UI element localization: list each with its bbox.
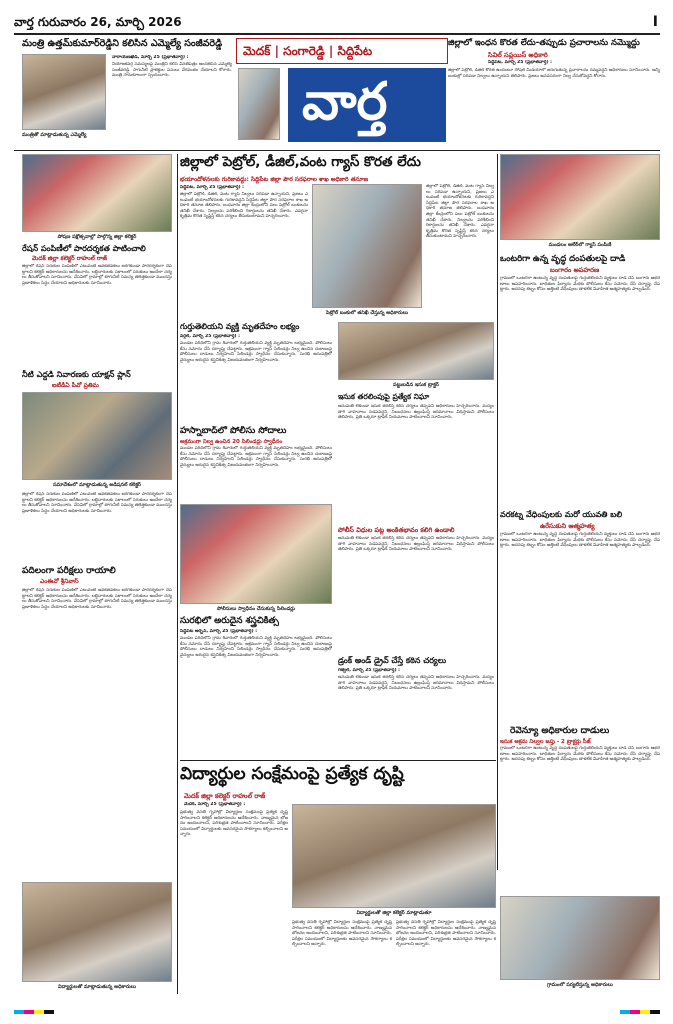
left-sub-3: ఐటీడీఏ పీవో ప్రతిమ [52,382,99,389]
edition-banner [236,38,448,64]
mid-body-2: మండల పరిధిలోని గ్రామ శివారులో గుర్తుతెలియని వ్యక్తి మృతదేహం లభ్యమైంది. పోలీసులు కేసు నమోదు చేసి దర్యాప్తు చేపట్టారు. అక్రమంగా గ్యాస్ సిలిండర్లు నిల్వ ఉంచిన దుకాణంపై పోలీసులు దాడులు నిర్వహించి సిలిండర్లు స్వాధీనం చేసుకున్నారు. సురభి ఆసుపత్రిలో వైద్యులు అరుదైన శస్త్రచికిత్స విజయవంతంగా నిర్వహించారు. [180,446,332,468]
divider-h2 [180,760,496,761]
rm-photo [338,322,494,380]
photo-caption: మంత్రితో మాట్లాడుతున్న ఎమ్మెల్యే [22,132,87,138]
footer-color-bar [14,1008,660,1016]
bottom-body-2: ప్రభుత్వ వసతి గృహాల్లో విద్యార్థుల సంక్షేమంపై ప్రత్యేక దృష్టి సారించాలని కలెక్టర్ అధికారులను ఆదేశించారు. నాణ్యమైన భోజనం అందించాలని, పరిశుభ్రత పాటించాలని సూచించారు. పరీక్షల సమయంలో విద్యార్థులకు అవసరమైన సౌకర్యాలు కల్పించాలని అన్నారు. [292,920,392,948]
fr-photo-1-caption: మండలం ఆలేర్‌లో గ్యాస్ పంపిణీ [548,242,612,248]
fr-photo-2 [500,896,660,980]
dateline: నారాయణఖేడ్, మార్చి 25 (ప్రభాతవార్త) : [112,55,189,60]
mid-headline-2: గుర్తుతెలియని వ్యక్తి మృతదేహం లభ్యం [180,322,300,331]
masthead [236,38,448,144]
bottom-photo [292,804,496,908]
bottom-dateline: మెదక్, మార్చి 25 (ప్రభాతవార్త) : [184,802,246,807]
fr-body-2: గ్రామంలో ఒంటరిగా ఉంటున్న వృద్ధ దంపతులపై గుర్తుతెలియని వ్యక్తులు దాడి చేసి బంగారు ఆభరణాలు అపహరించారు. బాధితుల ఫిర్యాదు మేరకు పోలీసులు కేసు నమోదు చేసి దర్యాప్తు చేపట్టారు. అదనపు కట్నం కోసం అత్తింటి వేధింపులు తాళలేక వివాహిత ఆత్మహత్యకు పాల్పడింది. [500,532,660,549]
mid-body-3: మండల పరిధిలోని గ్రామ శివారులో గుర్తుతెలియని వ్యక్తి మృతదేహం లభ్యమైంది. పోలీసులు కేసు నమోదు చేసి దర్యాప్తు చేపట్టారు. అక్రమంగా గ్యాస్ సిలిండర్లు నిల్వ ఉంచిన దుకాణంపై పోలీసులు దాడులు నిర్వహించి సిలిండర్లు స్వాధీనం చేసుకున్నారు. సురభి ఆసుపత్రిలో వైద్యులు అరుదైన శస్త్రచికిత్స విజయవంతంగా నిర్వహించారు. [180,636,332,658]
logo-text: వార్త [302,72,388,132]
left-body-3: జిల్లాలో రేషన్ సరుకుల పంపిణీలో ఎటువంటి అవకతవకలు జరగకుండా పారదర్శకంగా చేపట్టాలని కలెక్టర్ అధికారులను ఆదేశించారు. లబ్ధిదారులకు సకాలంలో సరుకులు అందేలా చర్యలు తీసుకోవాలని సూచించారు. వేసవిలో గ్రామాల్లో తాగునీటి సమస్య తలెత్తకుండా ముందస్తు ప్రణాళికలు సిద్ధం చేయాలని అధికారులకు సూచించారు. [22,588,172,610]
story-top-right [448,38,660,150]
lead-photo [312,184,422,308]
fr-headline-2: వరకట్న వేధింపులకు మరో యువతి బలి [500,510,623,519]
date-bar [14,14,660,32]
left-body-1: జిల్లాలో రేషన్ సరుకుల పంపిణీలో ఎటువంటి అవకతవకలు జరగకుండా పారదర్శకంగా చేపట్టాలని కలెక్టర్ అధికారులను ఆదేశించారు. లబ్ధిదారులకు సకాలంలో సరుకులు అందేలా చర్యలు తీసుకోవాలని సూచించారు. వేసవిలో గ్రామాల్లో తాగునీటి సమస్య తలెత్తకుండా ముందస్తు ప్రణాళికలు సిద్ధం చేయాలని అధికారులకు సూచించారు. [22,264,172,286]
headline: జిల్లాలో ఇంధన కొరత లేదు-తప్పుడు ప్రచారాలను నమ్మొద్దు [448,38,640,48]
bottom-body-3: ప్రభుత్వ వసతి గృహాల్లో విద్యార్థుల సంక్షేమంపై ప్రత్యేక దృష్టి సారించాలని కలెక్టర్ అధికారులను ఆదేశించారు. నాణ్యమైన భోజనం అందించాలని, పరిశుభ్రత పాటించాలని సూచించారు. పరీక్షల సమయంలో విద్యార్థులకు అవసరమైన సౌకర్యాలు కల్పించాలని అన్నారు. [396,920,496,948]
page-number: I [652,14,658,30]
left-body-2: జిల్లాలో రేషన్ సరుకుల పంపిణీలో ఎటువంటి అవకతవకలు జరగకుండా పారదర్శకంగా చేపట్టాలని కలెక్టర్ అధికారులను ఆదేశించారు. లబ్ధిదారులకు సకాలంలో సరుకులు అందేలా చర్యలు తీసుకోవాలని సూచించారు. వేసవిలో గ్రామాల్లో తాగునీటి సమస్య తలెత్తకుండా ముందస్తు ప్రణాళికలు సిద్ధం చేయాలని అధికారులకు సూచించారు. [22,492,172,514]
left-sub-2: మెదక్ జిల్లా కలెక్టర్ రాహుల్ రాజ్ [32,255,107,262]
rm-dateline-3: గజ్వేల్, మార్చి 25 (ప్రభాతవార్త) : [338,668,400,673]
body: నియోజకవర్గ సమస్యలపై మంత్రిని కలిసి వినతిపత్రం అందజేసిన ఎమ్మెల్యే సంజీవరెడ్డి. సాగునీటి ప్రాజెక్టుల పనులు వేగవంతం చేయాలని కోరారు. మంత్రి సానుకూలంగా స్పందించారు. [112,62,232,79]
bottom-headline: విద్యార్థుల సంక్షేమంపై ప్రత్యేక దృష్టి [180,764,404,784]
rm-body-2: అనుమతి లేకుండా ఇసుక తరలిస్తే కఠిన చర్యలు తప్పవని అధికారులు హెచ్చరించారు. మద్యం తాగి వాహనాలు నడపవద్దని, నిబంధనలు ఉల్లంఘిస్తే జరిమానాలు విధిస్తామని పోలీసులు తెలిపారు. ప్రతి ఒక్కరూ ట్రాఫిక్ నియమాలు పాటించాలని సూచించారు. [338,536,494,553]
rm-headline-1: ఇసుక తరలింపుపై ప్రత్యేక నిఘా [338,392,430,401]
left-headline-4: పదిలంగా పరీక్షలు రాయాలి [22,566,116,576]
lead-body-2: జిల్లాలో పెట్రోల్, డీజిల్, వంట గ్యాస్ నిల్వలు సరిపడా ఉన్నాయని, ప్రజలు ఎటువంటి భయాందోళనలకు గురికావద్దని సిద్దిపేట జిల్లా పౌర సరఫరాల శాఖ అధికారి తనూజ తెలిపారు. బుధవారం జిల్లా కేంద్రంలోని పలు పెట్రోల్ బంకులను తనిఖీ చేశారు. నిల్వలను పరిశీలించి రికార్డులను తనిఖీ చేశారు. ఎవరైనా కృత్రిమ కొరత సృష్టిస్తే కఠిన చర్యలు తీసుకుంటామని హెచ్చరించారు. [426,184,494,240]
left-photo-3 [22,882,172,982]
rm-headline-2: పోలీస్ విధుల పట్ల అంకితభావం కలిగి ఉండాలి [338,526,455,534]
left-sub-4: ఎంఈవో శ్రీనివాస్ [40,578,79,585]
color-swatch [620,1010,660,1014]
lead-story [180,154,494,320]
rm-photo-caption: పట్టుబడిన ఇసుక ట్రాక్టర్ [393,382,439,388]
fr-photo-1 [500,154,660,240]
left-headline-2: రేషన్ పంపిణీలో పారదర్శకత పాటించాలి [22,244,146,253]
dateline: సిద్దిపేట, మార్చి 25 (ప్రభాతవార్త) : [488,60,552,65]
edition-text: మెదక్ | సంగారెడ్డి | సిద్దిపేట [243,44,373,58]
lead-body-1: జిల్లాలో పెట్రోల్, డీజిల్, వంట గ్యాస్ నిల్వలు సరిపడా ఉన్నాయని, ప్రజలు ఎటువంటి భయాందోళనలకు గురికావద్దని సిద్దిపేట జిల్లా పౌర సరఫరాల శాఖ అధికారి తనూజ తెలిపారు. బుధవారం జిల్లా కేంద్రంలోని పలు పెట్రోల్ బంకులను తనిఖీ చేశారు. నిల్వలను పరిశీలించి రికార్డులను తనిఖీ చేశారు. ఎవరైనా కృత్రిమ కొరత సృష్టిస్తే కఠిన చర్యలు తీసుకుంటామని హెచ్చరించారు. [180,192,308,220]
fr-body-1: గ్రామంలో ఒంటరిగా ఉంటున్న వృద్ధ దంపతులపై గుర్తుతెలియని వ్యక్తులు దాడి చేసి బంగారు ఆభరణాలు అపహరించారు. బాధితుల ఫిర్యాదు మేరకు పోలీసులు కేసు నమోదు చేసి దర్యాప్తు చేపట్టారు. అదనపు కట్నం కోసం అత్తింటి వేధింపులు తాళలేక వివాహిత ఆత్మహత్యకు పాల్పడింది. [500,276,660,293]
lead-dateline: సిద్దిపేట, మార్చి 25 (ప్రభాతవార్త) : [180,185,244,190]
mid-body-1: మండల పరిధిలోని గ్రామ శివారులో గుర్తుతెలియని వ్యక్తి మృతదేహం లభ్యమైంది. పోలీసులు కేసు నమోదు చేసి దర్యాప్తు చేపట్టారు. అక్రమంగా గ్యాస్ సిలిండర్లు నిల్వ ఉంచిన దుకాణంపై పోలీసులు దాడులు నిర్వహించి సిలిండర్లు స్వాధీనం చేసుకున్నారు. సురభి ఆసుపత్రిలో వైద్యులు అరుదైన శస్త్రచికిత్స విజయవంతంగా నిర్వహించారు. [180,341,332,363]
headline: మంత్రి ఉత్తమ్‌కుమార్‌రెడ్డిని కలిసిన ఎమ్మెల్యే సంజీవరెడ్డి [22,38,223,49]
date-line: వార్త గురువారం 26, మార్చి 2026 [14,15,182,29]
left-photo-1 [22,154,172,232]
lead-headline: జిల్లాలో పెట్రోల్, డీజిల్,వంట గ్యాస్ కొరత లేదు [180,154,421,170]
mid-sub-3: అక్రమంగా నిల్వ ఉంచిన 20 సిలిండర్లు స్వాధీనం [180,439,283,445]
fr-sub-2: ఉరేసుకుని ఆత్మహత్య [540,522,595,530]
fr-headline-1: ఒంటరిగా ఉన్న వృద్ధ దంపతులపై దాడి [500,254,626,264]
divider-v2 [497,154,498,870]
left-photo-2-caption: సమావేశంలో మాట్లాడుతున్న అడిషనల్ కలెక్టర్ [52,482,142,488]
left-column [22,154,174,914]
mid-dateline-2: వర్గల్, మార్చి 25 (ప్రభాతవార్త) : [180,334,240,339]
rm-headline-3: డ్రంక్ అండ్ డ్రైవ్ చేస్తే కఠిన చర్యలు [338,656,447,665]
left-headline-3: నీటి ఎద్దడి నివారణకు యాక్షన్ ప్లాన్ [22,370,131,379]
body: జిల్లాలో పెట్రోల్, డీజిల్ కొరత ఉందంటూ సోషల్ మీడియాలో జరుగుతున్న ప్రచారాలను నమ్మవద్దని అధికారులు సూచించారు. అన్ని బంకుల్లో సరిపడా నిల్వలు ఉన్నాయని తెలిపారు. ప్రజలు అనవసరంగా నిల్వ చేసుకోవద్దని కోరారు. [448,68,660,79]
rm-body-1: అనుమతి లేకుండా ఇసుక తరలిస్తే కఠిన చర్యలు తప్పవని అధికారులు హెచ్చరించారు. మద్యం తాగి వాహనాలు నడపవద్దని, నిబంధనలు ఉల్లంఘిస్తే జరిమానాలు విధిస్తామని పోలీసులు తెలిపారు. ప్రతి ఒక్కరూ ట్రాఫిక్ నియమాలు పాటించాలని సూచించారు. [338,404,494,421]
divider-v1 [177,154,178,994]
logo [288,68,446,142]
rm-body-3: అనుమతి లేకుండా ఇసుక తరలిస్తే కఠిన చర్యలు తప్పవని అధికారులు హెచ్చరించారు. మద్యం తాగి వాహనాలు నడపవద్దని, నిబంధనలు ఉల్లంఘిస్తే జరిమానాలు విధిస్తామని పోలీసులు తెలిపారు. ప్రతి ఒక్కరూ ట్రాఫిక్ నియమాలు పాటించాలని సూచించారు. [338,675,494,692]
bottom-body-1: ప్రభుత్వ వసతి గృహాల్లో విద్యార్థుల సంక్షేమంపై ప్రత్యేక దృష్టి సారించాలని కలెక్టర్ అధికారులను ఆదేశించారు. నాణ్యమైన భోజనం అందించాలని, పరిశుభ్రత పాటించాలని సూచించారు. పరీక్షల సమయంలో విద్యార్థులకు అవసరమైన సౌకర్యాలు కల్పించాలని అన్నారు. [180,810,288,838]
byline: సివిల్ సప్లయిస్ అధికారి [488,51,548,59]
story-photo [22,54,106,130]
left-photo-1-caption: పోషణ పక్షోత్సవాల్లో పాల్గొన్న జిల్లా కలెక్టర్ [57,234,137,240]
fr-photo-2-caption: గ్రామంలో పర్యటిస్తున్న అధికారులు [547,982,613,988]
color-swatch [14,1010,54,1014]
mid-dateline-4: సిద్దిపేట అర్బన్, మార్చి 25 (ప్రభాతవార్త) : [180,629,258,634]
mid-headline-3: హస్నాబాద్‌లో పోలీసు సోదాలు [180,426,287,436]
lead-subhead: భయాందోళనలకు గురికావద్దు: సిద్దిపేట జిల్లా పౌర సరఫరాల శాఖ అధికారి తనూజ [180,176,368,183]
left-photo-3-caption: విద్యార్థులతో మాట్లాడుతున్న అధికారులు [58,984,136,990]
left-photo-2 [22,392,172,480]
story-top-left [22,38,232,148]
fr-headline-3: రెవెన్యూ అధికారుల దాడులు [510,726,610,736]
mid-photo-caption: పోలీసులు స్వాధీనం చేసుకున్న సిలిండర్లు [217,606,295,612]
mid-photo [180,504,332,604]
bottom-caption: విద్యార్థులతో జిల్లా కలెక్టర్ మాట్లాడుతూ [356,910,432,916]
divider-h1 [14,150,660,151]
masthead-photo [238,68,280,140]
bottom-sub: మెదక్ జిల్లా కలెక్టర్ రాహుల్ రాజ్ [184,792,266,800]
mid-headline-4: సురభిలో అరుదైన శస్త్రచికిత్స [180,616,279,626]
fr-body-3: గ్రామంలో ఒంటరిగా ఉంటున్న వృద్ధ దంపతులపై గుర్తుతెలియని వ్యక్తులు దాడి చేసి బంగారు ఆభరణాలు అపహరించారు. బాధితుల ఫిర్యాదు మేరకు పోలీసులు కేసు నమోదు చేసి దర్యాప్తు చేపట్టారు. అదనపు కట్నం కోసం అత్తింటి వేధింపులు తాళలేక వివాహిత ఆత్మహత్యకు పాల్పడింది. [500,746,660,763]
top-divider [14,33,660,35]
bottom-story [180,764,496,994]
fr-sub-3: ఇసుక అక్రమ నిల్వల జప్తు - 2 ట్రాక్టర్లు సీజ్ [500,739,591,745]
lead-caption: పెట్రోల్ బంకులో తనిఖీ చేస్తున్న అధికారులు [325,310,409,316]
right-middle-column [338,322,494,762]
fr-sub-1: బంగారం అపహరణ [550,266,600,274]
far-right-column [500,154,660,994]
